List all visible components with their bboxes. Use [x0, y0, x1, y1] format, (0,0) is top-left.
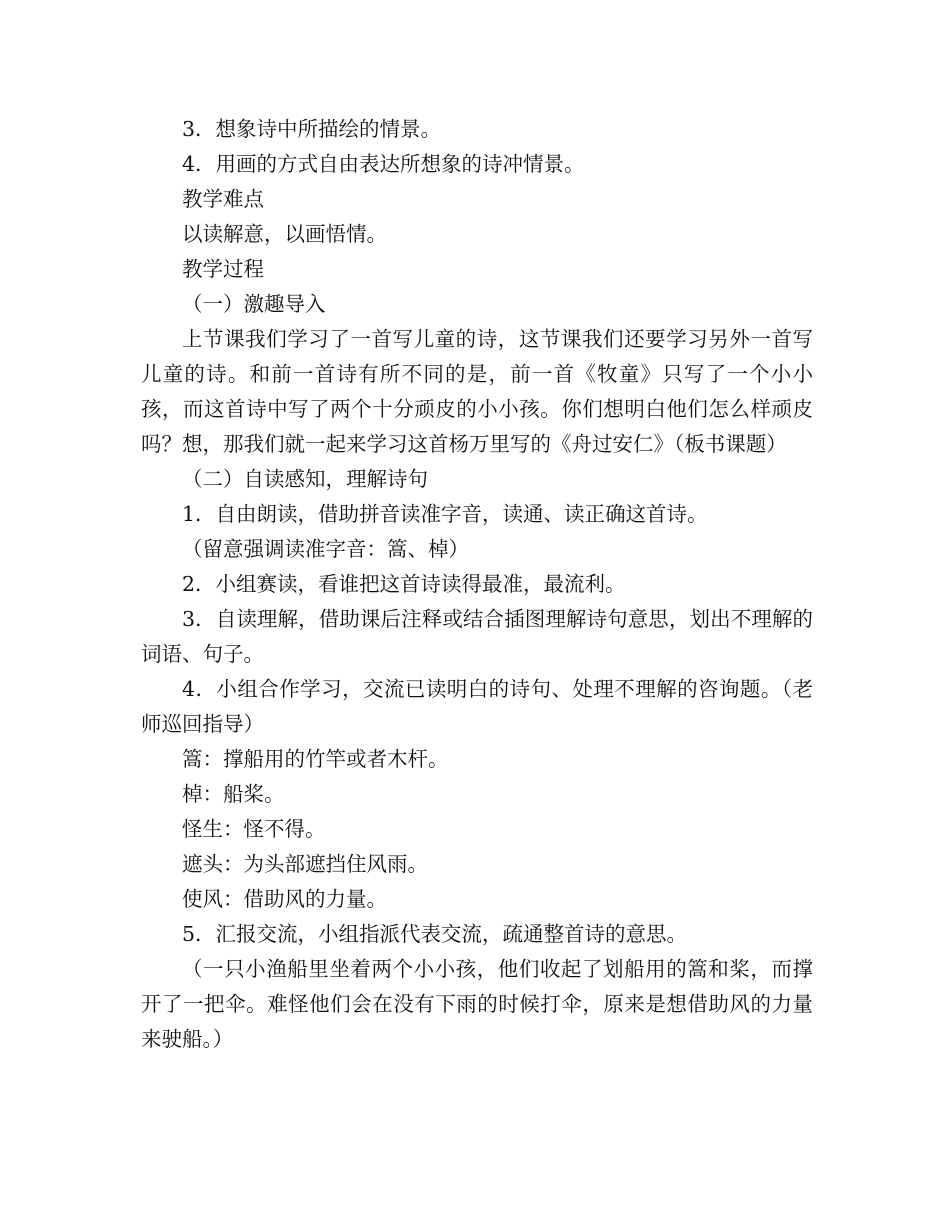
subsection-heading-intro: （一）激趣导入	[182, 292, 326, 316]
step-4: 4．小组合作学习，交流已读明白的诗句、处理不理解的咨询题。（老师巡回指导）	[141, 677, 813, 736]
subsection-heading-self-reading: （二）自读感知，理解诗句	[182, 467, 428, 491]
gloss-zhetou: 遮头：为头部遮挡住风雨。	[182, 852, 428, 876]
step-3: 3．自读理解，借助课后注释或结合插图理解诗句意思，划出不理解的词语、句子。	[141, 607, 813, 666]
gloss-gao: 篙：撑船用的竹竿或者木杆。	[182, 747, 449, 771]
intro-paragraph: 上节课我们学习了一首写儿童的诗，这节课我们还要学习另外一首写儿童的诗。和前一首诗有所不同的是，前一首《牧童》只写了一个小小孩，而这首诗中写了两个十分顽皮的小小孩。你们想明白他们怎么样顽皮吗？想，那我们就一起来学习这首杨万里写的《舟过安仁》（板书课题）	[141, 327, 813, 456]
list-item-3: 3．想象诗中所描绘的情景。	[182, 117, 442, 141]
difficulty-text: 以读解意，以画悟情。	[182, 222, 387, 246]
document-body	[141, 112, 813, 1057]
section-heading-difficulty: 教学难点	[182, 187, 264, 211]
step-5: 5．汇报交流，小组指派代表交流，疏通整首诗的意思。	[182, 922, 688, 946]
step-1: 1．自由朗读，借助拼音读准字音，读通、读正确这首诗。	[182, 502, 708, 526]
step-2: 2．小组赛读，看谁把这首诗读得最准，最流利。	[182, 572, 626, 596]
poem-meaning: （一只小渔船里坐着两个小小孩，他们收起了划船用的篙和桨，而撑开了一把伞。难怪他们会在没有下雨的时候打伞，原来是想借助风的力量来驶船。）	[141, 957, 813, 1051]
gloss-zhao: 棹：船桨。	[182, 782, 285, 806]
section-heading-process: 教学过程	[182, 257, 264, 281]
list-item-4: 4．用画的方式自由表达所想象的诗冲情景。	[182, 152, 585, 176]
step-1-note: （留意强调读准字音：篙、棹）	[182, 537, 469, 561]
gloss-guaisheng: 怪生：怪不得。	[182, 817, 326, 841]
gloss-shifeng: 使风：借助风的力量。	[182, 887, 387, 911]
